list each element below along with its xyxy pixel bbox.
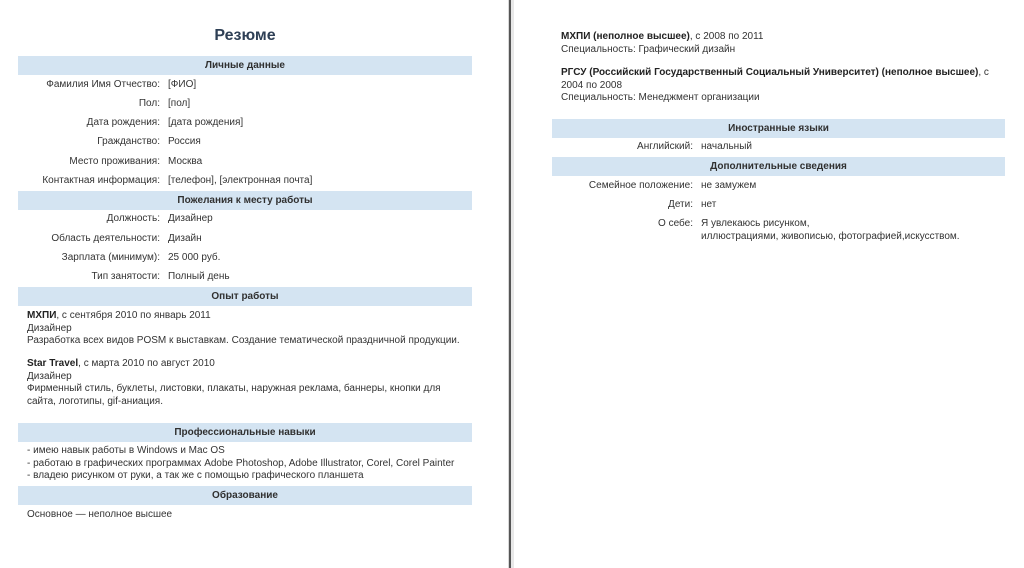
job-duties-continued: сайта, логотипы, gif-аниация. (27, 395, 163, 407)
additional-row-about-continued (552, 230, 1005, 244)
field-value: начальный (701, 141, 752, 152)
field-value: Россия (168, 136, 201, 147)
field-label: Дети: (668, 199, 693, 210)
field-label: Зарплата (минимум): (61, 252, 160, 263)
education-entry (561, 31, 996, 56)
field-value: не замужем (701, 180, 757, 191)
section-additional-heading: Дополнительные сведения (552, 157, 1005, 176)
personal-row-name (18, 78, 472, 92)
job-company: Star Travel (27, 358, 79, 369)
section-education-heading: Образование (18, 486, 472, 505)
job-period: , с сентября 2010 по январь 2011 (56, 310, 211, 321)
field-value: Дизайн (168, 233, 202, 244)
personal-row-citizenship (18, 135, 472, 149)
education-entry (561, 67, 996, 105)
wishes-row-field (18, 232, 472, 246)
education-period-continued: 2004 по 2008 (561, 79, 623, 91)
field-label: Должность: (106, 213, 160, 224)
section-personal-heading: Личные данные (18, 56, 472, 75)
education-institution: РГСУ (Российский Государственный Социальный Университет) (неполное высшее) (561, 67, 979, 78)
field-value: 25 000 руб. (168, 252, 221, 263)
field-label: Контактная информация: (42, 175, 160, 186)
section-experience-heading: Опыт работы (18, 287, 472, 306)
field-label: Тип занятости: (91, 271, 160, 282)
field-value: Дизайнер (168, 213, 213, 224)
additional-row-marital (552, 179, 1005, 193)
job-company: МХПИ (27, 310, 57, 321)
skill-item: - работаю в графических программах Adobe Photoshop, Adobe Illustrator, Corel, Corel Painter (27, 457, 455, 469)
field-value: Я увлекаюсь рисунком, (701, 218, 810, 229)
field-value: [дата рождения] (168, 117, 244, 128)
field-value: [ФИО] (168, 79, 197, 90)
education-institution: МХПИ (неполное высшее) (561, 31, 690, 42)
field-label: Фамилия Имя Отчество: (46, 79, 160, 90)
field-value-continued: иллюстрациями, живописью, фотографией,искусством. (701, 231, 960, 242)
wishes-row-salary (18, 251, 472, 265)
job-entry (27, 310, 472, 348)
education-speciality: Специальность: Менеджмент организации (561, 92, 760, 103)
field-label: Пол: (138, 98, 160, 109)
personal-row-birthdate (18, 116, 472, 130)
education-period: , с 2008 по 2011 (689, 31, 764, 42)
section-languages-heading: Иностранные языки (552, 119, 1005, 138)
personal-row-gender (18, 97, 472, 111)
personal-row-contacts (18, 174, 472, 188)
skill-item: - владею рисунком от руки, а так же с помощью графического планшета (27, 470, 364, 481)
job-duties: Фирменный стиль, буклеты, листовки, плакаты, наружная реклама, баннеры, кнопки для (27, 383, 441, 394)
wishes-row-employment (18, 270, 472, 284)
resume-page-right (514, 0, 1024, 568)
field-label: Область деятельности: (51, 233, 160, 244)
resume-page-left (0, 0, 508, 568)
field-label: О себе: (658, 218, 693, 229)
additional-row-children (552, 198, 1005, 212)
education-speciality: Специальность: Графический дизайн (561, 43, 736, 55)
field-label: Место проживания: (69, 156, 160, 167)
section-skills-heading: Профессиональные навыки (18, 423, 472, 442)
job-period: , с марта 2010 по август 2010 (78, 358, 215, 369)
job-position: Дизайнер (27, 322, 72, 334)
skill-item: - имею навык работы в Windows и Mac OS (27, 445, 225, 456)
job-position: Дизайнер (27, 370, 72, 382)
field-label: Английский: (637, 141, 693, 152)
page-title: Резюме (214, 27, 276, 44)
wishes-row-position (18, 212, 472, 226)
personal-row-residence (18, 155, 472, 169)
field-label: Дата рождения: (86, 117, 160, 128)
section-wishes-heading: Пожелания к месту работы (18, 191, 472, 210)
field-label: Гражданство: (97, 136, 160, 147)
job-duties: Разработка всех видов POSM к выставкам. Создание тематической праздничной продукции. (27, 335, 460, 346)
skills-list (27, 445, 472, 483)
field-label: Семейное положение: (588, 180, 693, 191)
education-period: , с (978, 67, 989, 78)
additional-row-about (552, 217, 1005, 231)
language-row-english (552, 140, 1005, 154)
job-entry (27, 358, 472, 408)
field-value: Москва (168, 156, 203, 167)
field-value: нет (701, 199, 717, 210)
education-summary: Основное — неполное высшее (27, 509, 173, 520)
field-value: [телефон], [электронная почта] (168, 175, 313, 186)
field-value: Полный день (168, 271, 230, 282)
field-value: [пол] (168, 98, 191, 109)
